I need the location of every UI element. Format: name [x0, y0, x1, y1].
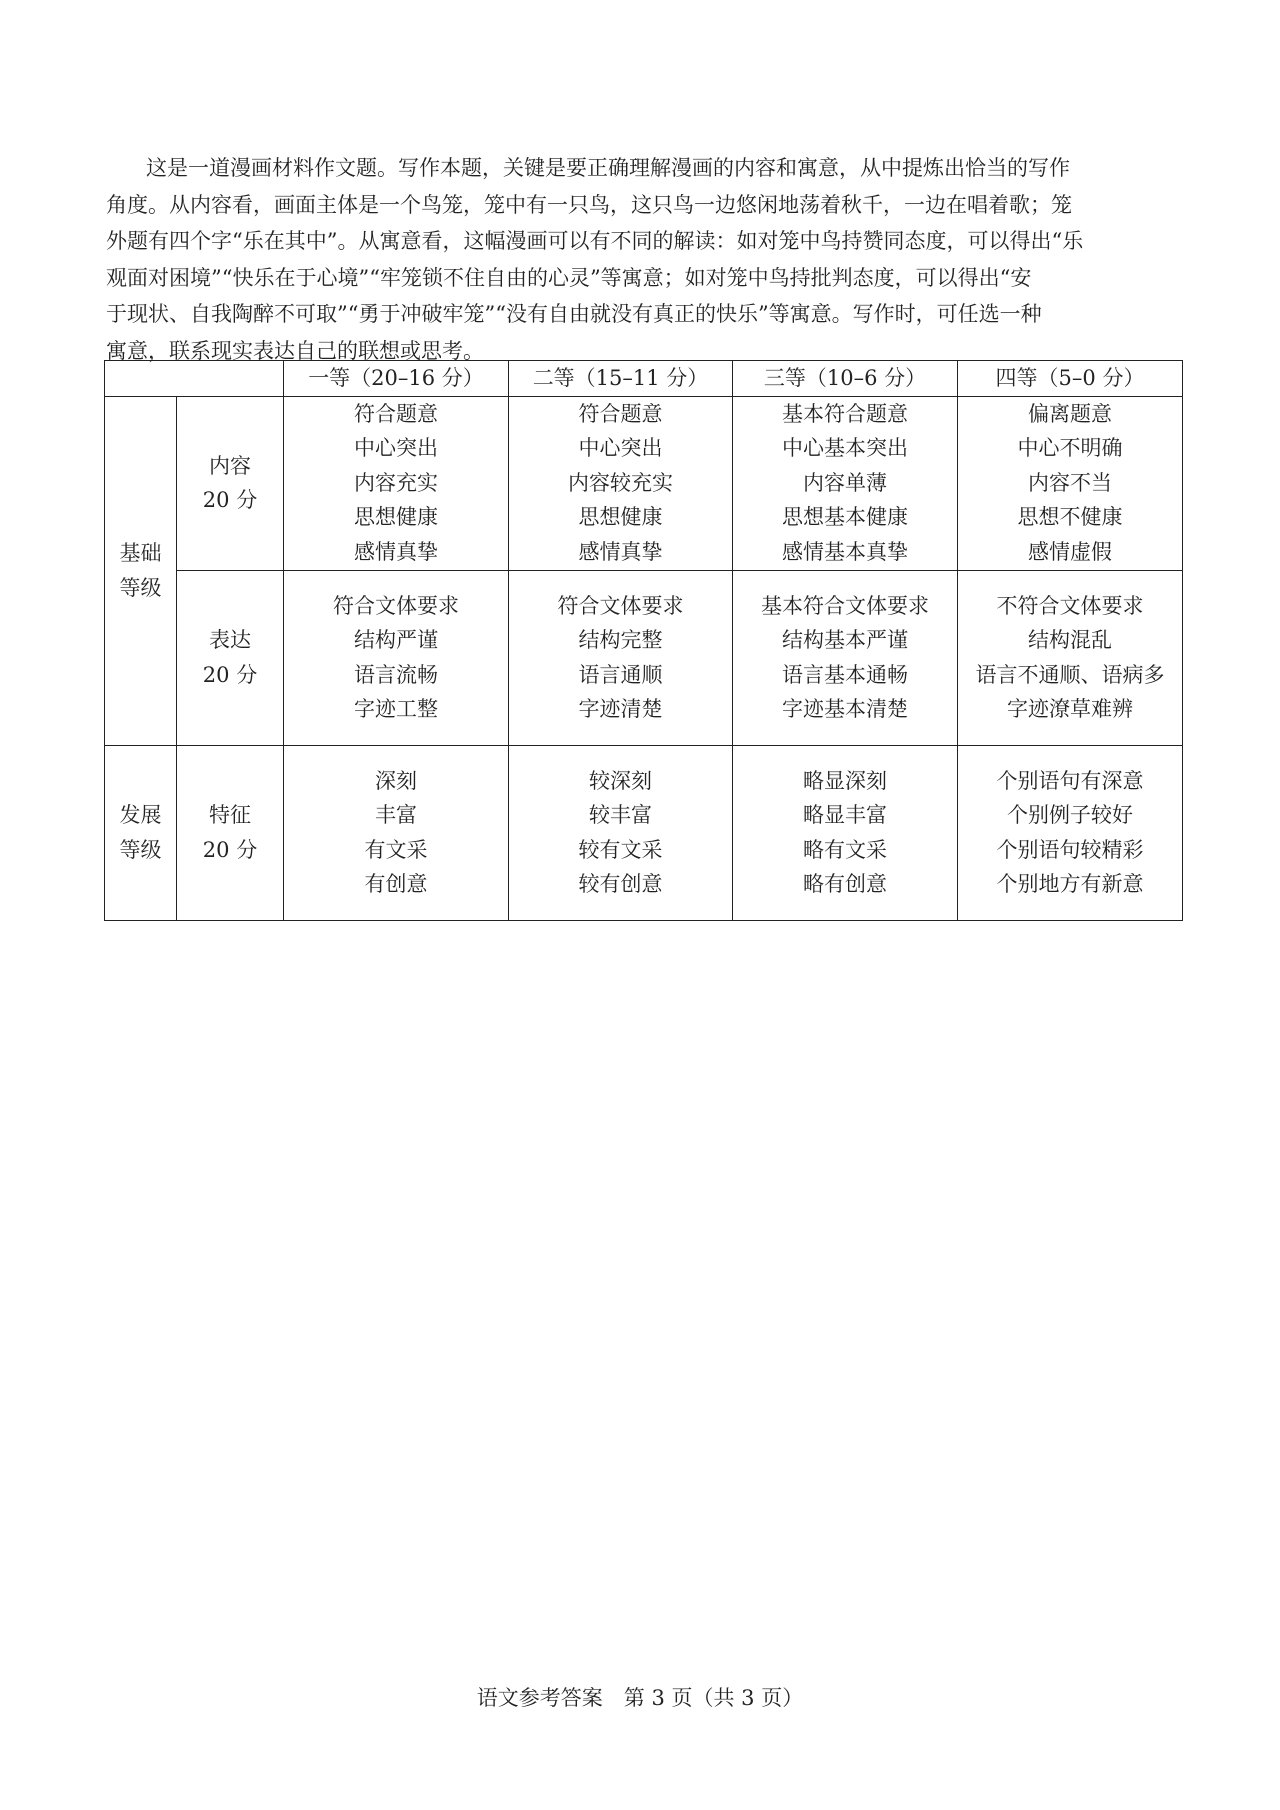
content-label: [177, 396, 284, 570]
header-grade-4: 四等（5–0 分）: [958, 361, 1183, 397]
criterion-text: 中心突出: [578, 436, 663, 461]
paragraph-line: 寓意，联系现实表达自己的联想或思考。: [106, 338, 484, 363]
header-grade-2: 二等（15–11 分）: [509, 361, 733, 397]
criterion-text: 深刻: [375, 768, 417, 793]
criterion-text: 结构混乱: [1028, 628, 1112, 652]
expression-label: [177, 570, 284, 745]
criterion-text: 中心基本突出: [782, 436, 908, 461]
grading-table: [104, 360, 1183, 921]
criterion-text: 个别语句有深意: [996, 768, 1144, 793]
criterion-text: 丰富: [375, 803, 417, 827]
criterion-text: 字迹基本清楚: [782, 697, 908, 721]
criterion-text: 个别例子较好: [1007, 803, 1133, 827]
criterion-text: 较有文采: [578, 837, 663, 862]
criterion-text: 个别语句较精彩: [996, 837, 1144, 862]
criterion-text: 中心突出: [354, 436, 438, 461]
development-level-label: [105, 745, 177, 920]
feature-label-text: 特征: [209, 803, 251, 827]
expression-grade-4-cell: [958, 570, 1183, 745]
content-grade-4-cell: [958, 396, 1183, 570]
criterion-text: 符合文体要求: [333, 593, 459, 618]
criterion-text: 符合题意: [354, 401, 438, 426]
criterion-text: 结构完整: [578, 628, 663, 652]
criterion-text: 思想不健康: [1017, 505, 1123, 530]
criterion-text: 语言基本通畅: [782, 662, 908, 687]
content-grade-2-cell: [509, 396, 733, 570]
expression-grade-1-cell: [284, 570, 509, 745]
criterion-text: 基本符合题意: [782, 401, 908, 426]
paragraph-line: 观面对困境”“快乐在于心境”“牢笼锁不住自由的心灵”等寓意；如对笼中鸟持批判态度，可以得出“安: [106, 265, 1032, 290]
criterion-text: 语言通顺: [578, 662, 663, 687]
paragraph-line: 角度。从内容看，画面主体是一个鸟笼，笼中有一只鸟，这只鸟一边悠闲地荡着秋千，一边在唱着歌；笼: [106, 192, 1072, 217]
criterion-text: 略有文采: [803, 837, 887, 862]
table-row-content: [105, 396, 1183, 570]
criterion-text: 略有创意: [803, 872, 887, 896]
feature-label-score: 20 分: [202, 837, 258, 862]
criterion-text: 感情虚假: [1028, 539, 1112, 564]
paragraph-line: 于现状、自我陶醉不可取”“勇于冲破牢笼”“没有自由就没有真正的快乐”等寓意。写作时，可任选一种: [106, 302, 1042, 326]
criterion-text: 语言不通顺、语病多: [975, 662, 1165, 687]
criterion-text: 较丰富: [589, 803, 652, 827]
criterion-text: 内容单薄: [803, 470, 887, 495]
criterion-text: 思想健康: [354, 505, 438, 530]
criterion-text: 内容较充实: [568, 470, 673, 495]
criterion-text: 个别地方有新意: [996, 872, 1144, 896]
expression-label-score: 20 分: [202, 662, 258, 687]
feature-grade-3-cell: [733, 745, 958, 920]
paragraph-line: 这是一道漫画材料作文题。写作本题，关键是要正确理解漫画的内容和寓意，从中提炼出恰当的写作: [146, 156, 1070, 180]
development-level-line: 发展: [119, 803, 162, 827]
criterion-text: 略显深刻: [803, 768, 887, 793]
content-grade-1-cell: [284, 396, 509, 570]
criterion-text: 语言流畅: [354, 662, 438, 687]
content-label-text: 内容: [209, 453, 251, 478]
criterion-text: 略显丰富: [803, 803, 887, 827]
criterion-text: 不符合文体要求: [996, 593, 1144, 618]
criterion-text: 感情基本真挚: [782, 539, 908, 564]
criterion-text: 内容充实: [354, 470, 438, 495]
content-label-score: 20 分: [202, 488, 258, 512]
expression-grade-2-cell: [509, 570, 733, 745]
criterion-text: 基本符合文体要求: [761, 593, 929, 618]
feature-grade-2-cell: [509, 745, 733, 920]
criterion-text: 内容不当: [1028, 470, 1112, 495]
expression-grade-3-cell: [733, 570, 958, 745]
criterion-text: 有文采: [364, 837, 428, 862]
table-row-expression: [105, 570, 1183, 745]
criterion-text: 有创意: [364, 872, 428, 896]
criterion-text: 偏离题意: [1028, 401, 1112, 426]
header-grade-1: 一等（20–16 分）: [284, 361, 509, 397]
criterion-text: 字迹潦草难辨: [1007, 697, 1133, 721]
feature-label: [177, 745, 284, 920]
criterion-text: 字迹清楚: [578, 697, 663, 721]
header-grade-3: 三等（10–6 分）: [733, 361, 958, 397]
criterion-text: 结构严谨: [354, 628, 438, 652]
criterion-text: 符合题意: [578, 401, 663, 426]
table-row-development: [105, 745, 1183, 920]
expression-label-text: 表达: [209, 628, 251, 652]
criterion-text: 思想基本健康: [782, 505, 908, 530]
criterion-text: 结构基本严谨: [782, 628, 908, 652]
basic-level-line: 基础 等级: [119, 541, 162, 600]
header-blank-cell: [105, 361, 284, 397]
criterion-text: 字迹工整: [354, 697, 438, 721]
content-grade-3-cell: [733, 396, 958, 570]
criterion-text: 思想健康: [578, 505, 663, 530]
intro-paragraph: [106, 150, 1178, 369]
development-level-line: 等级: [119, 837, 162, 862]
criterion-text: 感情真挚: [578, 539, 663, 564]
basic-level-label: [105, 396, 177, 745]
page-footer: 语文参考答案 第 3 页（共 3 页）: [476, 1686, 804, 1710]
table-header-row: [105, 361, 1183, 397]
paragraph-line: 外题有四个字“乐在其中”。从寓意看，这幅漫画可以有不同的解读：如对笼中鸟持赞同态度，可以得出“乐: [106, 229, 1084, 253]
feature-grade-4-cell: [958, 745, 1183, 920]
criterion-text: 符合文体要求: [557, 593, 684, 618]
criterion-text: 较有创意: [578, 872, 663, 896]
feature-grade-1-cell: [284, 745, 509, 920]
criterion-text: 感情真挚: [354, 539, 438, 564]
criterion-text: 中心不明确: [1017, 436, 1123, 461]
criterion-text: 较深刻: [589, 768, 652, 793]
